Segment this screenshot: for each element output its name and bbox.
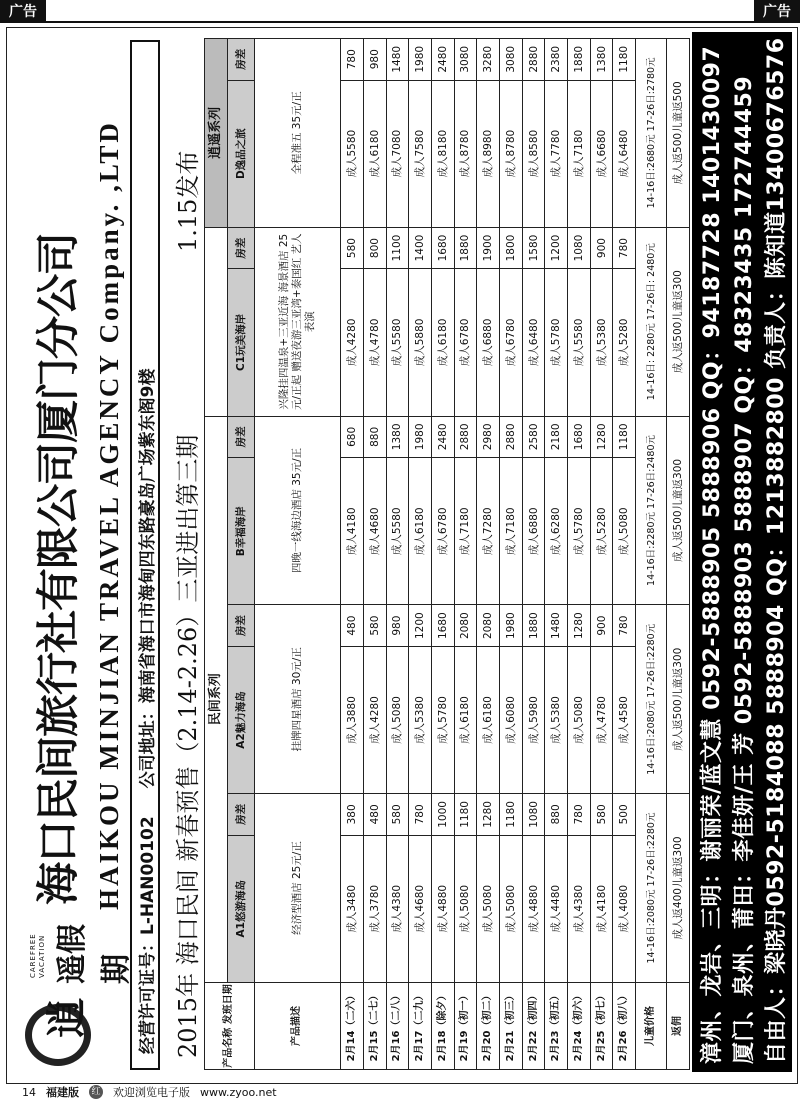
table-row bbox=[590, 39, 613, 1070]
adult-price: 成人5080 bbox=[500, 835, 523, 982]
table-row bbox=[341, 39, 364, 1070]
adult-price: 成人4880 bbox=[522, 835, 545, 982]
adult-price: 成人4180 bbox=[590, 835, 613, 982]
contact-line-2: 厦门、泉州、莆田：李佳妍/王 芳 0592-5888903 5888907 QQ：48323435 172744459 bbox=[732, 75, 757, 1064]
adult-price: 成人3880 bbox=[341, 646, 364, 793]
table-row bbox=[363, 39, 386, 1070]
adult-price: 成人5080 bbox=[386, 646, 409, 793]
ad-label-left: 广告 bbox=[0, 0, 46, 22]
col-product-header: 产品名称 发班日期 bbox=[205, 982, 255, 1069]
adult-price: 成人6780 bbox=[500, 269, 523, 416]
adult-price: 成人8980 bbox=[477, 80, 500, 227]
room-diff: 580 bbox=[341, 227, 364, 268]
refund-value: 成人返400儿童返300 bbox=[667, 794, 690, 983]
room-diff: 1680 bbox=[431, 227, 454, 268]
refund-value: 成人返500儿童返500 bbox=[667, 39, 690, 228]
adult-price: 成人5880 bbox=[409, 269, 432, 416]
child-price-label: 儿童价格 bbox=[636, 982, 667, 1069]
adult-price: 成人4480 bbox=[545, 835, 568, 982]
room-diff: 1280 bbox=[568, 605, 591, 646]
room-diff: 1000 bbox=[431, 794, 454, 835]
series-blank bbox=[205, 227, 228, 416]
room-diff: 1180 bbox=[500, 794, 523, 835]
adult-price: 成人6180 bbox=[454, 646, 477, 793]
room-diff: 1480 bbox=[386, 39, 409, 81]
room-diff: 1180 bbox=[613, 416, 636, 458]
row-date: 2月14（二六） bbox=[341, 982, 364, 1069]
adult-price: 成人5080 bbox=[454, 835, 477, 982]
row-date: 2月25（初七） bbox=[590, 982, 613, 1069]
adult-price: 成人5380 bbox=[409, 646, 432, 793]
table-row bbox=[409, 39, 432, 1070]
room-diff: 2080 bbox=[454, 605, 477, 646]
child-price-row bbox=[636, 39, 667, 1070]
adult-price: 成人5580 bbox=[386, 458, 409, 605]
table-row bbox=[613, 39, 636, 1070]
col-desc-header: 产品描述 bbox=[254, 982, 341, 1069]
top-divider bbox=[0, 21, 800, 23]
room-diff: 880 bbox=[363, 416, 386, 458]
series-xiaoyao: 逍遥系列 bbox=[205, 39, 228, 228]
room-diff-header: 房差 bbox=[227, 416, 254, 458]
refund-row bbox=[667, 39, 690, 1070]
contact-line-3: 自由人：梁晓丹0592-5184088 5888904 QQ：1213882800 负责人：陈知道13400676576 bbox=[764, 37, 789, 1064]
child-price: 14-16日:2080元 17-26日:2280元 bbox=[636, 605, 667, 794]
adult-price: 成人5280 bbox=[613, 269, 636, 416]
adult-price: 成人6780 bbox=[431, 458, 454, 605]
adult-price: 成人4680 bbox=[363, 458, 386, 605]
room-diff: 2480 bbox=[431, 416, 454, 458]
adult-price: 成人4380 bbox=[386, 835, 409, 982]
adult-price: 成人7180 bbox=[454, 458, 477, 605]
room-diff: 780 bbox=[341, 39, 364, 81]
page-number: 14 bbox=[22, 1085, 36, 1099]
adult-price: 成人4580 bbox=[613, 646, 636, 793]
adult-price: 成人5280 bbox=[590, 458, 613, 605]
adult-price: 成人6880 bbox=[522, 458, 545, 605]
room-diff: 1680 bbox=[568, 416, 591, 458]
adult-price: 成人6180 bbox=[477, 646, 500, 793]
room-diff: 1200 bbox=[545, 227, 568, 268]
room-diff-header: 房差 bbox=[227, 39, 254, 81]
adult-price: 成人4380 bbox=[568, 835, 591, 982]
room-diff: 780 bbox=[613, 227, 636, 268]
room-diff: 2880 bbox=[454, 416, 477, 458]
room-diff: 500 bbox=[613, 794, 636, 835]
product-name: A2魅力海岛 bbox=[227, 646, 254, 793]
product-desc: 兴隆挂四温泉+三亚近海 海景酒店 25元/正起 赠送夜游三亚湾+泰国红 艺人表演 bbox=[254, 227, 341, 416]
room-diff: 480 bbox=[363, 794, 386, 835]
adult-price: 成人6780 bbox=[454, 269, 477, 416]
child-price: 14-16日:2280元 17-26日:2480元 bbox=[636, 416, 667, 605]
row-date: 2月21（初三） bbox=[500, 982, 523, 1069]
room-diff: 480 bbox=[341, 605, 364, 646]
table-row bbox=[477, 39, 500, 1070]
room-diff: 1280 bbox=[590, 416, 613, 458]
logo bbox=[21, 911, 134, 1066]
product-desc: 全程准五 35元/正 bbox=[254, 39, 341, 228]
row-date: 2月24（初六） bbox=[568, 982, 591, 1069]
room-diff: 1400 bbox=[409, 227, 432, 268]
room-diff: 2980 bbox=[477, 416, 500, 458]
logo-mark: 逍 bbox=[43, 998, 90, 1038]
table-row bbox=[386, 39, 409, 1070]
adult-price: 成人7280 bbox=[477, 458, 500, 605]
table-row bbox=[454, 39, 477, 1070]
table-row bbox=[500, 39, 523, 1070]
room-diff: 1080 bbox=[568, 227, 591, 268]
room-diff-header: 房差 bbox=[227, 794, 254, 835]
adult-price: 成人6480 bbox=[522, 269, 545, 416]
company-name-cn: 海口民间旅行社有限公司厦门分公司 bbox=[34, 233, 84, 905]
adult-price: 成人7580 bbox=[409, 80, 432, 227]
adult-price: 成人5580 bbox=[341, 80, 364, 227]
adult-price: 成人3480 bbox=[341, 835, 364, 982]
room-diff: 1880 bbox=[522, 605, 545, 646]
product-name: C1玩美海岸 bbox=[227, 269, 254, 416]
rotated-advertisement bbox=[12, 32, 792, 1072]
room-diff: 780 bbox=[568, 794, 591, 835]
adult-price: 成人5080 bbox=[613, 458, 636, 605]
adult-price: 成人4180 bbox=[341, 458, 364, 605]
table-row bbox=[431, 39, 454, 1070]
refund-label: 返佣 bbox=[667, 982, 690, 1069]
room-diff: 1480 bbox=[545, 605, 568, 646]
adult-price: 成人8180 bbox=[431, 80, 454, 227]
license-bar bbox=[130, 40, 160, 1070]
slogan: 欢迎浏览电子版 bbox=[113, 1086, 190, 1099]
product-name: A1悠游海岛 bbox=[227, 835, 254, 982]
adult-price: 成人4780 bbox=[363, 269, 386, 416]
refund-value: 成人返500儿童返300 bbox=[667, 416, 690, 605]
room-diff: 680 bbox=[341, 416, 364, 458]
adult-price: 成人7180 bbox=[500, 458, 523, 605]
adult-price: 成人4080 bbox=[613, 835, 636, 982]
logo-english: CAREFREE VACATION bbox=[29, 933, 46, 978]
room-diff: 1980 bbox=[409, 39, 432, 81]
room-diff: 1180 bbox=[613, 39, 636, 81]
refund-value: 成人返500儿童返300 bbox=[667, 605, 690, 794]
adult-price: 成人5580 bbox=[386, 269, 409, 416]
room-diff: 580 bbox=[590, 794, 613, 835]
room-diff: 800 bbox=[363, 227, 386, 268]
room-diff: 580 bbox=[363, 605, 386, 646]
room-diff: 1380 bbox=[590, 39, 613, 81]
adult-price: 成人7180 bbox=[568, 80, 591, 227]
room-diff: 900 bbox=[590, 227, 613, 268]
row-date: 2月18（除夕） bbox=[431, 982, 454, 1069]
room-diff: 3280 bbox=[477, 39, 500, 81]
adult-price: 成人3780 bbox=[363, 835, 386, 982]
company-name-en: HAIKOU MINJIAN TRAVEL AGENCY Company. ,LTD bbox=[94, 120, 124, 910]
row-date: 2月23（初五） bbox=[545, 982, 568, 1069]
row-date: 2月15（二七） bbox=[363, 982, 386, 1069]
row-date: 2月17（二九） bbox=[409, 982, 432, 1069]
adult-price: 成人5580 bbox=[568, 269, 591, 416]
refund-value: 成人返500儿童返300 bbox=[667, 227, 690, 416]
room-diff: 3080 bbox=[500, 39, 523, 81]
room-diff: 2580 bbox=[522, 416, 545, 458]
edition-badge-icon: 红 bbox=[89, 1085, 103, 1099]
room-diff: 780 bbox=[409, 794, 432, 835]
room-diff: 1800 bbox=[500, 227, 523, 268]
adult-price: 成人6280 bbox=[545, 458, 568, 605]
adult-price: 成人5380 bbox=[590, 269, 613, 416]
child-price: 14-16日:2680元 17-26日:2780元 bbox=[636, 39, 667, 228]
room-diff: 980 bbox=[386, 605, 409, 646]
adult-price: 成人7780 bbox=[545, 80, 568, 227]
schedule-title bbox=[168, 32, 202, 1072]
room-diff: 2180 bbox=[545, 416, 568, 458]
room-diff: 1080 bbox=[522, 794, 545, 835]
adult-price: 成人6680 bbox=[590, 80, 613, 227]
room-diff: 1180 bbox=[454, 794, 477, 835]
row-date: 2月22（初四） bbox=[522, 982, 545, 1069]
price-table bbox=[204, 38, 690, 1070]
room-diff: 2380 bbox=[545, 39, 568, 81]
room-diff: 1980 bbox=[409, 416, 432, 458]
adult-price: 成人6180 bbox=[363, 80, 386, 227]
adult-price: 成人8580 bbox=[522, 80, 545, 227]
room-diff: 1880 bbox=[568, 39, 591, 81]
page-footer bbox=[0, 1084, 800, 1100]
product-desc: 四晚一线海边酒店 35元/正 bbox=[254, 416, 341, 605]
child-price: 14-16日: 2280元 17-26日: 2480元 bbox=[636, 227, 667, 416]
product-name: B幸福海岸 bbox=[227, 458, 254, 605]
room-diff: 2480 bbox=[431, 39, 454, 81]
adult-price: 成人7080 bbox=[386, 80, 409, 227]
title-main: 2015年 海口民间 新春预售（2.14-2.26）三亚进出第三期 bbox=[174, 434, 202, 1058]
company-address: 公司地址：海南省海口市海甸四东路豪岛广场紫东阁9楼 bbox=[137, 368, 158, 789]
adult-price: 成人6080 bbox=[500, 646, 523, 793]
license-number: 经营许可证号：L-HAN00102 bbox=[137, 816, 158, 1054]
room-diff: 1200 bbox=[409, 605, 432, 646]
adult-price: 成人4880 bbox=[431, 835, 454, 982]
room-diff: 900 bbox=[590, 605, 613, 646]
room-diff: 1280 bbox=[477, 794, 500, 835]
adult-price: 成人6880 bbox=[477, 269, 500, 416]
child-price: 14-16日:2080元 17-26日:2280元 bbox=[636, 794, 667, 983]
table-row bbox=[568, 39, 591, 1070]
adult-price: 成人5780 bbox=[545, 269, 568, 416]
room-diff: 980 bbox=[363, 39, 386, 81]
row-date: 2月19（初一） bbox=[454, 982, 477, 1069]
product-name: D逸品之旅 bbox=[227, 80, 254, 227]
adult-price: 成人6180 bbox=[409, 458, 432, 605]
adult-price: 成人4680 bbox=[409, 835, 432, 982]
room-diff-header: 房差 bbox=[227, 605, 254, 646]
table-row bbox=[522, 39, 545, 1070]
room-diff: 1900 bbox=[477, 227, 500, 268]
website-link[interactable]: www.zyoo.net bbox=[200, 1085, 277, 1099]
room-diff: 2880 bbox=[522, 39, 545, 81]
adult-price: 成人4780 bbox=[590, 646, 613, 793]
contact-bar bbox=[692, 32, 792, 1072]
edition: 福建版 bbox=[46, 1086, 79, 1099]
row-date: 2月26（初八） bbox=[613, 982, 636, 1069]
adult-price: 成人8780 bbox=[454, 80, 477, 227]
room-diff: 3080 bbox=[454, 39, 477, 81]
row-date: 2月16（二八） bbox=[386, 982, 409, 1069]
adult-price: 成人8780 bbox=[500, 80, 523, 227]
adult-price: 成人6480 bbox=[613, 80, 636, 227]
adult-price: 成人6180 bbox=[431, 269, 454, 416]
contact-line-1: 漳州、龙岩、三明：谢丽荣/蓝文慧 0592-5888905 5888906 QQ：94187728 1401430097 bbox=[700, 45, 725, 1064]
adult-price: 成人5780 bbox=[568, 458, 591, 605]
adult-price: 成人4280 bbox=[341, 269, 364, 416]
table-row bbox=[545, 39, 568, 1070]
adult-price: 成人5080 bbox=[477, 835, 500, 982]
ad-label-right: 广告 bbox=[754, 0, 800, 22]
row-date: 2月20（初二） bbox=[477, 982, 500, 1069]
adult-price: 成人5080 bbox=[568, 646, 591, 793]
series-minjian: 民间系列 bbox=[205, 416, 228, 982]
room-diff: 880 bbox=[545, 794, 568, 835]
adult-price: 成人5780 bbox=[431, 646, 454, 793]
room-diff: 1580 bbox=[522, 227, 545, 268]
room-diff-header: 房差 bbox=[227, 227, 254, 268]
room-diff: 580 bbox=[386, 794, 409, 835]
title-release: 1.15发布 bbox=[174, 150, 202, 252]
adult-price: 成人4280 bbox=[363, 646, 386, 793]
room-diff: 2080 bbox=[477, 605, 500, 646]
room-diff: 380 bbox=[341, 794, 364, 835]
room-diff: 1380 bbox=[386, 416, 409, 458]
room-diff: 1980 bbox=[500, 605, 523, 646]
room-diff: 1680 bbox=[431, 605, 454, 646]
room-diff: 2880 bbox=[500, 416, 523, 458]
product-desc: 挂牌四星酒店 30元/正 bbox=[254, 605, 341, 794]
adult-price: 成人5980 bbox=[522, 646, 545, 793]
room-diff: 1880 bbox=[454, 227, 477, 268]
product-desc: 经济型酒店 25元/正 bbox=[254, 794, 341, 983]
logo-text: 遥假期 bbox=[55, 924, 134, 984]
room-diff: 780 bbox=[613, 605, 636, 646]
room-diff: 1100 bbox=[386, 227, 409, 268]
adult-price: 成人5380 bbox=[545, 646, 568, 793]
